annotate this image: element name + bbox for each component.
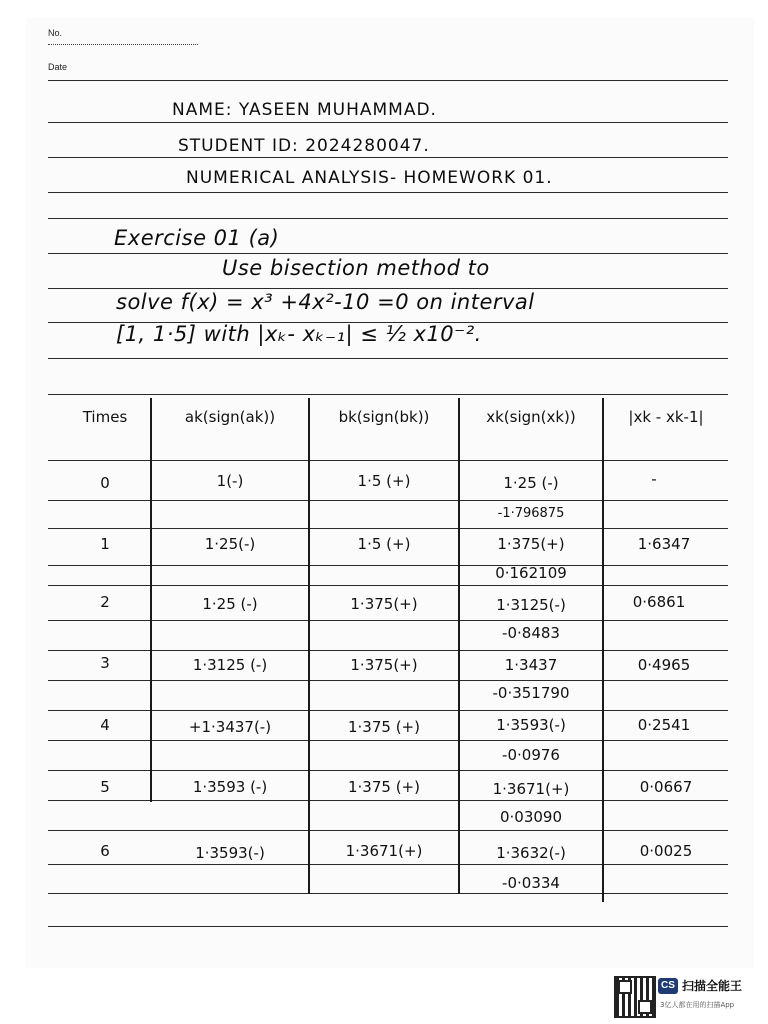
scanner-app-name: 扫描全能王 xyxy=(682,979,743,993)
cell-bk: 1·375(+) xyxy=(350,656,418,674)
cell-times: 3 xyxy=(100,654,110,672)
cell-fxk: -0·0976 xyxy=(502,746,560,764)
cell-xk: 1·3671(+) xyxy=(492,780,570,798)
cell-bk: 1·3671(+) xyxy=(345,842,423,860)
cell-xk: 1·25 (-) xyxy=(503,474,559,492)
course-line: NUMERICAL ANALYSIS- HOMEWORK 01. xyxy=(186,168,553,188)
cell-diff: 1·6347 xyxy=(637,535,691,553)
cell-diff: 0·4965 xyxy=(637,656,691,674)
cell-diff: 0·2541 xyxy=(637,716,691,734)
cell-xk: 1·3632(-) xyxy=(496,844,566,862)
cell-ak: 1·3125 (-) xyxy=(192,656,268,674)
student-id-line: STUDENT ID: 2024280047. xyxy=(178,136,430,156)
cell-xk: 1·3125(-) xyxy=(496,596,566,614)
cell-ak: 1·25(-) xyxy=(204,535,256,553)
cell-times: 5 xyxy=(100,778,110,796)
paper-sheet xyxy=(26,18,754,968)
exercise-line-2: solve f(x) = x³ +4x²-10 =0 on interval xyxy=(116,290,535,314)
cell-times: 2 xyxy=(100,593,110,611)
cell-times: 0 xyxy=(100,474,110,492)
cell-xk: 1·3593(-) xyxy=(496,716,566,734)
header-times: Times xyxy=(82,408,128,426)
exercise-line-3: [1, 1·5] with |xₖ- xₖ₋₁| ≤ ½ x10⁻². xyxy=(116,322,482,346)
date-label: Date xyxy=(48,62,68,72)
cell-diff: 0·0025 xyxy=(639,842,693,860)
exercise-line-1: Use bisection method to xyxy=(222,256,490,280)
header-ak: ak(sign(ak)) xyxy=(184,408,276,426)
scanner-tagline: 3亿人都在用的扫描App xyxy=(660,1001,735,1009)
cell-ak: 1·3593(-) xyxy=(195,844,265,862)
cell-bk: 1·5 (+) xyxy=(357,535,411,553)
cell-diff: 0·6861 xyxy=(632,593,686,611)
cell-bk: 1·375 (+) xyxy=(348,718,420,736)
cell-fxk: 0·03090 xyxy=(499,808,563,826)
cell-fxk: -0·0334 xyxy=(502,874,560,892)
cell-fxk: -1·796875 xyxy=(497,506,565,521)
header-bk: bk(sign(bk)) xyxy=(338,408,430,426)
qr-code-icon xyxy=(614,976,656,1018)
cell-fxk: 0·162109 xyxy=(495,564,567,582)
cell-diff: 0·0667 xyxy=(639,778,693,796)
cell-xk: 1·375(+) xyxy=(497,535,565,553)
exercise-title: Exercise 01 (a) xyxy=(114,226,280,250)
header-diff: |xk - xk-1| xyxy=(628,408,704,426)
no-field-line xyxy=(48,44,198,45)
cell-diff: - xyxy=(651,470,657,488)
cell-bk: 1·5 (+) xyxy=(357,472,411,490)
cell-xk: 1·3437 xyxy=(504,656,558,674)
cell-bk: 1·375(+) xyxy=(350,595,418,613)
cell-times: 6 xyxy=(100,842,110,860)
cell-ak: +1·3437(-) xyxy=(188,718,272,736)
camscanner-logo-icon: CS xyxy=(658,978,678,994)
cell-times: 4 xyxy=(100,716,110,734)
cell-times: 1 xyxy=(100,535,110,553)
no-label: No. xyxy=(48,28,63,38)
cell-bk: 1·375 (+) xyxy=(348,778,420,796)
cell-fxk: -0·8483 xyxy=(502,624,560,642)
cell-ak: 1(-) xyxy=(216,472,244,490)
name-line: NAME: YASEEN MUHAMMAD. xyxy=(172,100,437,120)
header-xk: xk(sign(xk)) xyxy=(486,408,576,426)
cell-ak: 1·25 (-) xyxy=(202,595,258,613)
cell-fxk: -0·351790 xyxy=(492,684,570,702)
cell-ak: 1·3593 (-) xyxy=(192,778,268,796)
